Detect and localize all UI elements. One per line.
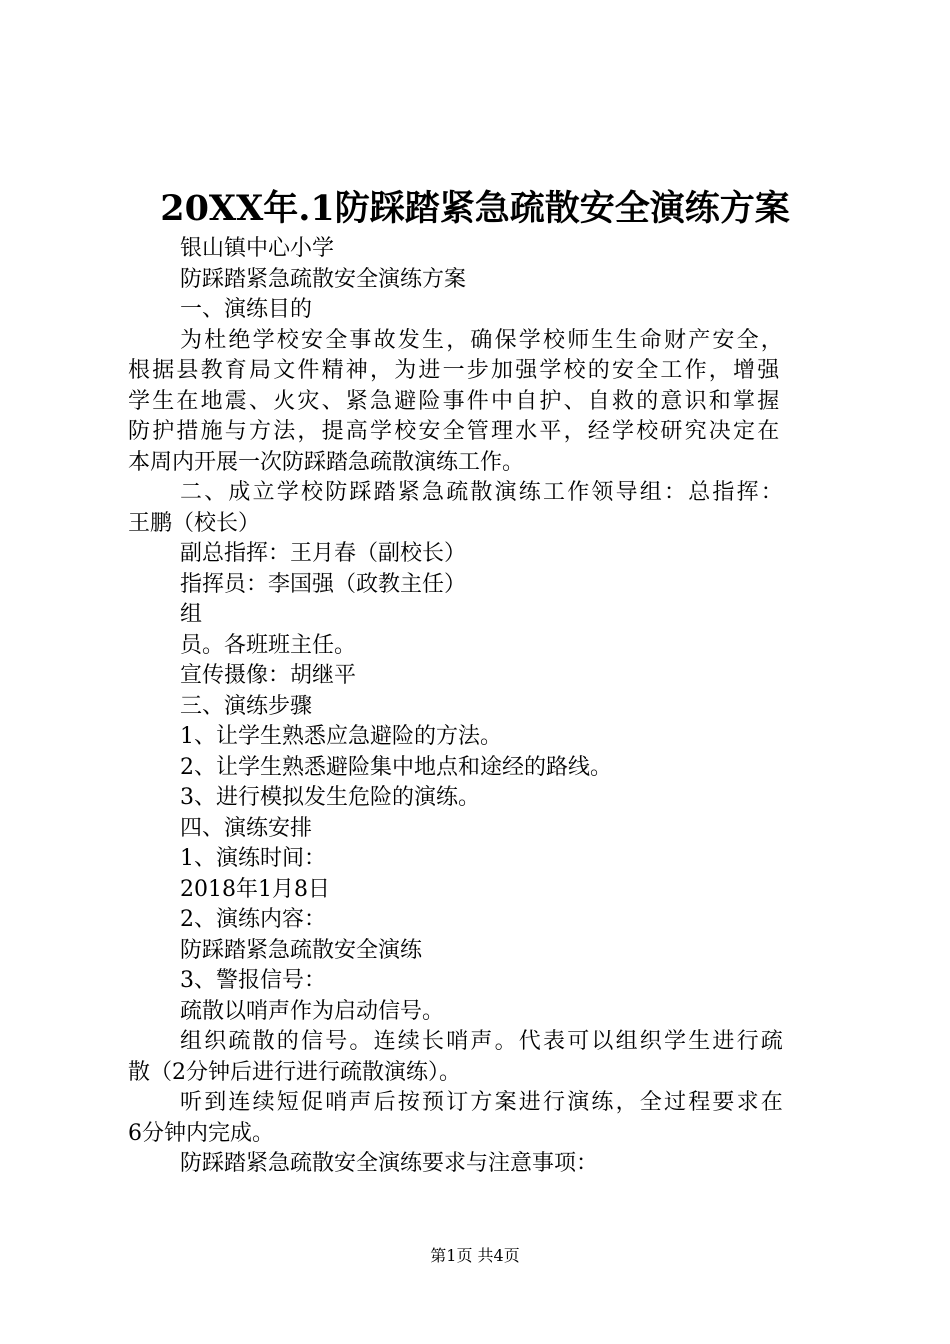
section-heading-steps: 三、演练步骤 — [180, 693, 313, 719]
paragraph-line: 防护措施与方法，提高学校安全管理水平，经学校研究决定在 — [128, 419, 782, 444]
list-item: 1、演练时间： — [180, 846, 326, 871]
list-item: 3、警报信号： — [180, 968, 326, 993]
list-item: 指挥员：李国强（政教主任） — [180, 571, 467, 597]
document-body — [128, 234, 833, 1180]
list-item: 员。各班班主任。 — [180, 632, 357, 658]
paragraph-line: 为杜绝学校安全事故发生，确保学校师生生命财产安全， — [180, 327, 786, 353]
paragraph-line: 6分钟内完成。 — [128, 1120, 274, 1146]
list-item: 3、进行模拟发生危险的演练。 — [180, 785, 480, 810]
list-item: 疏散以哨声作为启动信号。 — [180, 998, 445, 1024]
paragraph-line: 防踩踏紧急疏散安全演练要求与注意事项： — [180, 1151, 599, 1176]
list-item: 2、演练内容： — [180, 907, 326, 932]
paragraph-line: 组织疏散的信号。连续长哨声。代表可以组织学生进行疏 — [180, 1029, 786, 1054]
paragraph-line: 听到连续短促哨声后按预订方案进行演练，全过程要求在 — [180, 1090, 786, 1115]
paragraph-line: 散（2分钟后进行进行疏散演练）。 — [128, 1059, 461, 1085]
document-title: 20XX年.1防踩踏紧急疏散安全演练方案 — [160, 188, 790, 229]
section-heading-purpose: 一、演练目的 — [180, 297, 313, 322]
paragraph-line: 学生在地震、火灾、紧急避险事件中自护、自救的意识和掌握 — [128, 388, 782, 414]
list-item: 1、让学生熟悉应急避险的方法。 — [180, 724, 502, 749]
list-item: 组 — [180, 602, 203, 627]
list-item: 宣传摄像：胡继平 — [180, 663, 357, 688]
section-heading-leadership: 二、成立学校防踩踏紧急疏散演练工作领导组：总指挥： — [180, 480, 786, 505]
section-heading-arrangement: 四、演练安排 — [180, 815, 313, 841]
list-item: 防踩踏紧急疏散安全演练 — [180, 937, 423, 963]
plan-name-line: 防踩踏紧急疏散安全演练方案 — [180, 266, 467, 292]
school-name-line: 银山镇中心小学 — [180, 236, 335, 261]
page-number-footer: 第1页 共4页 — [430, 1246, 520, 1265]
paragraph-line: 本周内开展一次防踩踏急疏散演练工作。 — [128, 449, 525, 475]
paragraph-line: 王鹏（校长） — [128, 510, 261, 536]
paragraph-line: 根据县教育局文件精神，为进一步加强学校的安全工作，增强 — [128, 358, 782, 383]
list-item: 副总指挥：王月春（副校长） — [180, 541, 467, 566]
list-item: 2、让学生熟悉避险集中地点和途经的路线。 — [180, 754, 612, 780]
drill-date: 2018年1月8日 — [180, 876, 330, 902]
